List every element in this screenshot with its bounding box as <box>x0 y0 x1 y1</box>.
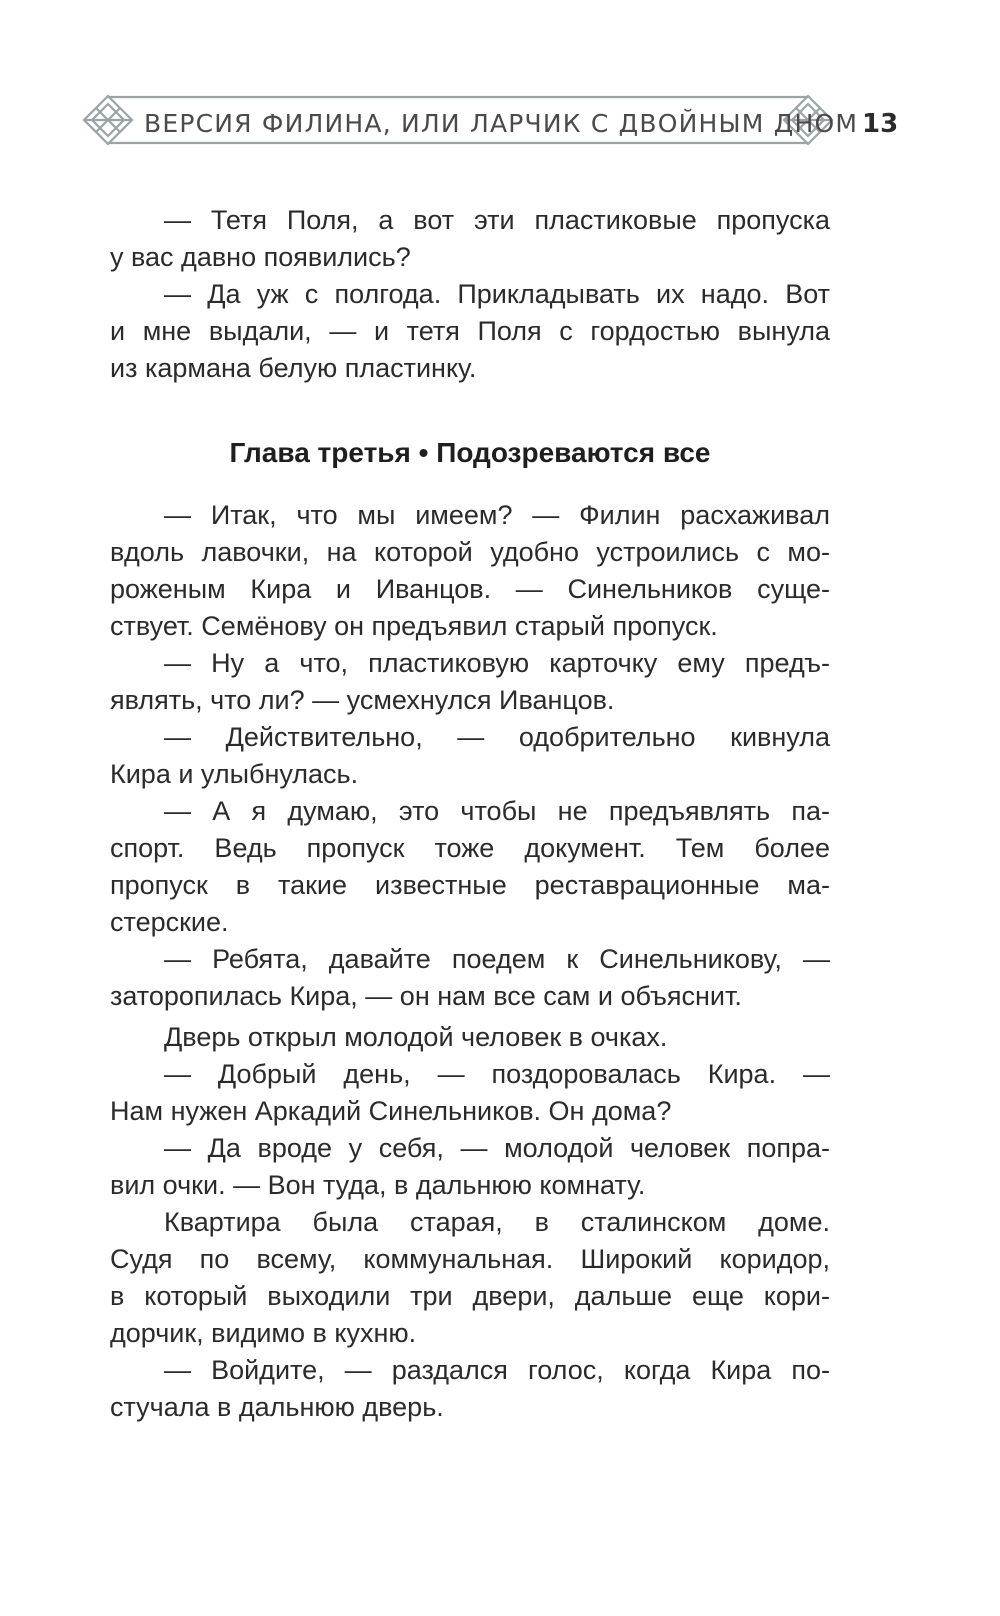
text-line: Кира и улыбнулась. <box>110 759 359 789</box>
text-block-intro <box>110 202 830 387</box>
text-block-chapter <box>110 497 830 1015</box>
text-line: Дверь открыл молодой человек в очках. <box>164 1022 668 1052</box>
page-number: 13 <box>862 109 899 139</box>
text-line: — Ребята, давайте поедем к Синельникову, — <box>164 944 830 974</box>
left-diamond-ornament-icon <box>84 96 132 144</box>
text-line: Нам нужен Аркадий Синельников. Он дома? <box>110 1096 672 1126</box>
running-title: ВЕРСИЯ ФИЛИНА, ИЛИ ЛАРЧИК С ДВОЙНЫМ ДНОМ <box>144 109 859 138</box>
text-line: Судя по всему, коммунальная. Широкий коридор, <box>110 1244 830 1274</box>
text-line: в который выходили три двери, дальше еще кори- <box>110 1281 830 1311</box>
text-line: — Итак, что мы имеем? — Филин расхаживал <box>164 500 830 530</box>
text-line: вил очки. — Вон туда, в дальнюю комнату. <box>110 1170 646 1200</box>
text-line: Квартира была старая, в сталинском доме. <box>164 1207 830 1237</box>
text-line: — Да вроде у себя, — молодой человек попра- <box>164 1133 830 1163</box>
text-line: — Ну а что, пластиковую карточку ему предъ- <box>164 648 830 678</box>
header-frame <box>0 0 1000 200</box>
text-line: — Тетя Поля, а вот эти пластиковые пропуска <box>164 205 830 235</box>
text-line: ствует. Семёнову он предъявил старый пропуск. <box>110 611 718 641</box>
text-line: — Войдите, — раздался голос, когда Кира по- <box>164 1355 830 1385</box>
text-line: дорчик, видимо в кухню. <box>110 1318 417 1348</box>
text-line: — Добрый день, — поздоровалась Кира. — <box>164 1059 830 1089</box>
text-line: роженым Кира и Иванцов. — Синельников суще- <box>110 574 830 604</box>
text-line: и мне выдали, — и тетя Поля с гордостью вынула <box>110 316 830 346</box>
text-line: — А я думаю, это чтобы не предъявлять па- <box>164 796 830 826</box>
text-line: из кармана белую пластинку. <box>110 353 477 383</box>
text-line: — Действительно, — одобрительно кивнула <box>164 722 830 752</box>
text-line: пропуск в такие известные реставрационные ма- <box>110 870 830 900</box>
running-header <box>0 0 1000 200</box>
text-line: спорт. Ведь пропуск тоже документ. Тем более <box>110 833 830 863</box>
text-line: являть, что ли? — усмехнулся Иванцов. <box>110 685 615 715</box>
chapter-title: Глава третья • Подозреваются все <box>229 437 711 468</box>
text-line: стерские. <box>110 907 229 937</box>
text-line: — Да уж с полгода. Прикладывать их надо. Вот <box>164 279 830 309</box>
text-line: у вас давно появились? <box>110 242 411 272</box>
text-line: вдоль лавочки, на которой удобно устроились с мо- <box>110 537 830 567</box>
text-line: стучала в дальнюю дверь. <box>110 1392 444 1422</box>
text-block-apartment <box>110 1019 830 1426</box>
text-line: заторопилась Кира, — он нам все сам и объяснит. <box>110 981 742 1011</box>
